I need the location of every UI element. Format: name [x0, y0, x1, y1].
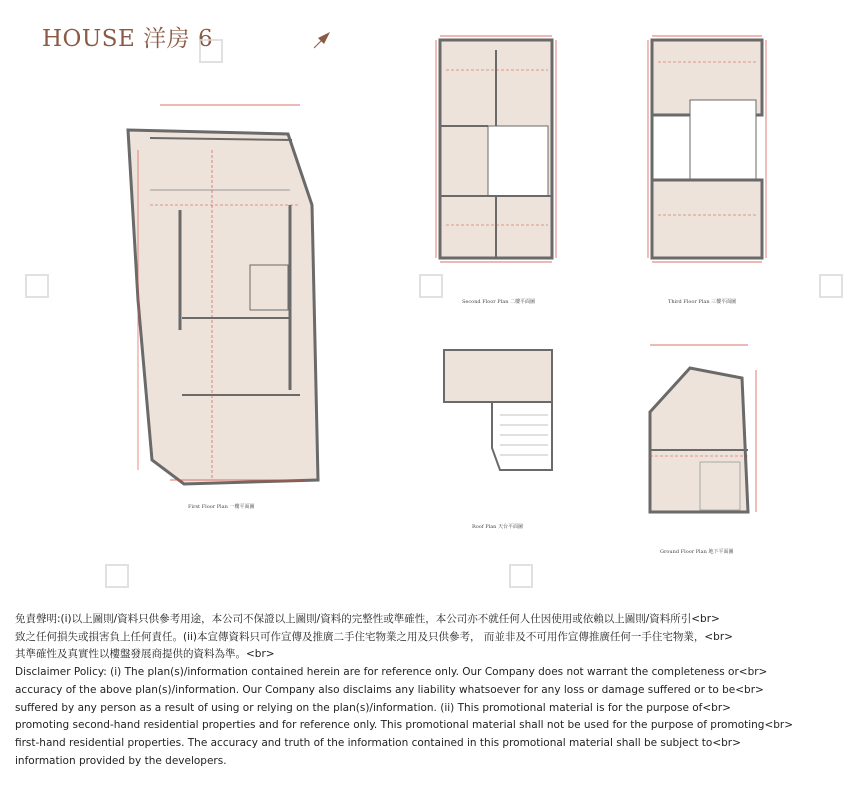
- disclaimer-line: Disclaimer Policy: (i) The plan(s)/information contained herein are for reference only. Our Company does not warrant the completeness or<br>: [15, 666, 768, 679]
- disclaimer-line: accuracy of the above plan(s)/information. Our Company also disclaims any liability whatsoever for any loss or damage suffered or to be<br>: [15, 683, 764, 696]
- ground-floor-plan-label: Ground Floor Plan 地下平面圖: [660, 549, 734, 555]
- third-floor-plan-label: Third Floor Plan 三樓平面圖: [668, 299, 737, 305]
- disclaimer-text: [15, 611, 845, 770]
- disclaimer-line: 致之任何損失或損害負上任何責任。(ii)本宣傳資料只可作宣傳及推廣二手住宅物業之用及只供參考， 而並非及不可用作宣傳推廣任何一手住宅物業，<br>: [15, 630, 733, 643]
- disclaimer-line: suffered by any person as a result of using or relying on the plan(s)/information. (ii) This promotional material is for the purpose of<br>: [15, 701, 731, 714]
- disclaimer-line: 其準確性及真實性以樓盤發展商提供的資料為準。<br>: [15, 648, 275, 661]
- north-arrow-icon: [314, 32, 330, 48]
- third-floor-plan: [648, 36, 766, 262]
- roof-plan-label: Roof Plan 天台平面圖: [472, 524, 523, 530]
- second-floor-plan-label: Second Floor Plan 二樓平面圖: [462, 299, 536, 305]
- first-floor-plan: [128, 105, 318, 484]
- roof-plan: [444, 350, 552, 470]
- disclaimer-line: promoting second-hand residential properties and for reference only. This promotional material shall not be used for the purpose of promoting<br>: [15, 719, 794, 732]
- ground-floor-plan: [650, 345, 756, 512]
- first-floor-plan-label: First Floor Plan 一樓平面圖: [188, 504, 255, 510]
- second-floor-plan: [436, 36, 556, 262]
- disclaimer-line: first-hand residential properties. The accuracy and truth of the information contained in this promotional material shall be subject to<br>: [15, 736, 741, 749]
- disclaimer-line: information provided by the developers.: [15, 754, 227, 767]
- disclaimer-line: 免責聲明:(i)以上圖則/資料只供參考用途，本公司不保證以上圖則/資料的完整性或準確性，本公司亦不就任何人仕因使用或依賴以上圖則/資料所引<br>: [15, 613, 720, 625]
- page-title: HOUSE 洋房 6: [42, 26, 214, 52]
